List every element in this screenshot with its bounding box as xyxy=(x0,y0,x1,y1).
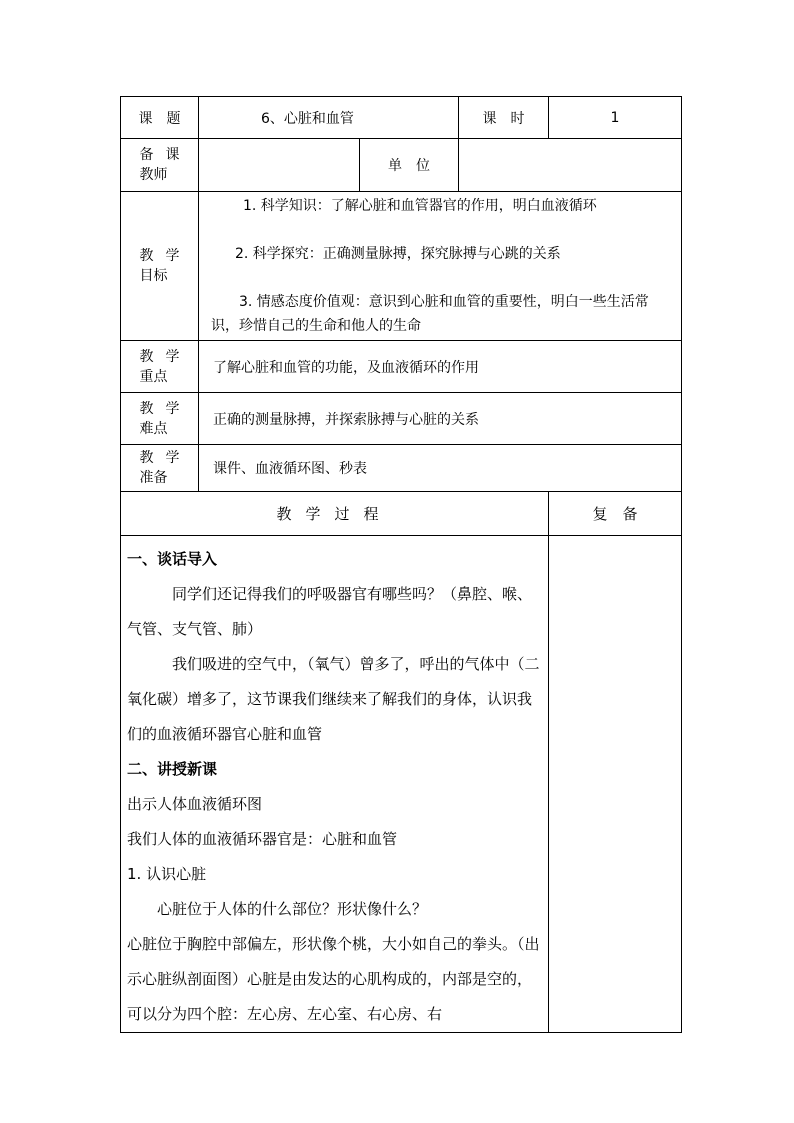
process-paragraph: 心脏位于胸腔中部偏左，形状像个桃，大小如自己的拳头。（出示心脏纵剖面图）心脏是由发达的心肌构成的，内部是空的，可以分为四个腔：左心房、左心室、右心房、右 xyxy=(127,935,540,1023)
row-teacher xyxy=(121,139,682,192)
period-label: 课 时 xyxy=(459,97,549,139)
section-heading-new-lesson: 二、讲授新课 xyxy=(127,760,218,778)
process-paragraph: 同学们还记得我们的呼吸器官有哪些吗？（鼻腔、喉、气管、支气管、肺） xyxy=(127,585,533,638)
review-header: 复 备 xyxy=(549,492,682,536)
teacher-label: 备课教师 xyxy=(121,139,199,192)
row-key-point xyxy=(121,341,682,393)
process-header: 教学过程 xyxy=(121,492,549,536)
process-paragraph: 心脏位于人体的什么部位？形状像什么？ xyxy=(157,900,428,918)
process-subheading: 1. 认识心脏 xyxy=(127,865,207,883)
process-paragraph: 我们人体的血液循环器官是：心脏和血管 xyxy=(127,830,398,848)
row-preparation xyxy=(121,445,682,492)
process-body xyxy=(121,536,549,1033)
plan-table xyxy=(120,96,682,1033)
process-paragraph: 出示人体血液循环图 xyxy=(127,795,263,813)
key-point-label: 教学重点 xyxy=(121,341,199,393)
key-point-value: 了解心脏和血管的功能，及血液循环的作用 xyxy=(199,341,682,393)
difficulty-value: 正确的测量脉搏，并探索脉搏与心脏的关系 xyxy=(199,393,682,445)
row-process-body xyxy=(121,536,682,1033)
review-body xyxy=(549,536,682,1033)
period-value: 1 xyxy=(549,97,682,139)
row-goals xyxy=(121,192,682,341)
preparation-label: 教学准备 xyxy=(121,445,199,492)
topic-value: 6、心脏和血管 xyxy=(199,97,459,139)
goal-item-2: 2. 科学探究：正确测量脉搏，探究脉搏与心跳的关系 xyxy=(235,246,561,262)
unit-label: 单 位 xyxy=(360,139,459,192)
row-process-header xyxy=(121,492,682,536)
row-topic xyxy=(121,97,682,139)
unit-value xyxy=(459,139,682,192)
preparation-value: 课件、血液循环图、秒表 xyxy=(199,445,682,492)
goals-content xyxy=(199,192,682,341)
lesson-plan xyxy=(120,96,681,1033)
topic-label: 课 题 xyxy=(121,97,199,139)
difficulty-label: 教学难点 xyxy=(121,393,199,445)
goals-label: 教学目标 xyxy=(121,192,199,341)
goal-item-1: 1. 科学知识：了解心脏和血管器官的作用，明白血液循环 xyxy=(243,198,597,214)
teacher-value xyxy=(199,139,360,192)
row-difficulty xyxy=(121,393,682,445)
section-heading-intro: 一、谈话导入 xyxy=(127,550,218,568)
goal-item-3: 3. 情感态度价值观：意识到心脏和血管的重要性，明白一些生活常识，珍惜自己的生命和他人的生命 xyxy=(211,294,649,334)
process-paragraph: 我们吸进的空气中，（氧气）曾多了，呼出的气体中（二氧化碳）增多了，这节课我们继续来了解我们的身体，认识我们的血液循环器官心脏和血管 xyxy=(127,655,540,743)
